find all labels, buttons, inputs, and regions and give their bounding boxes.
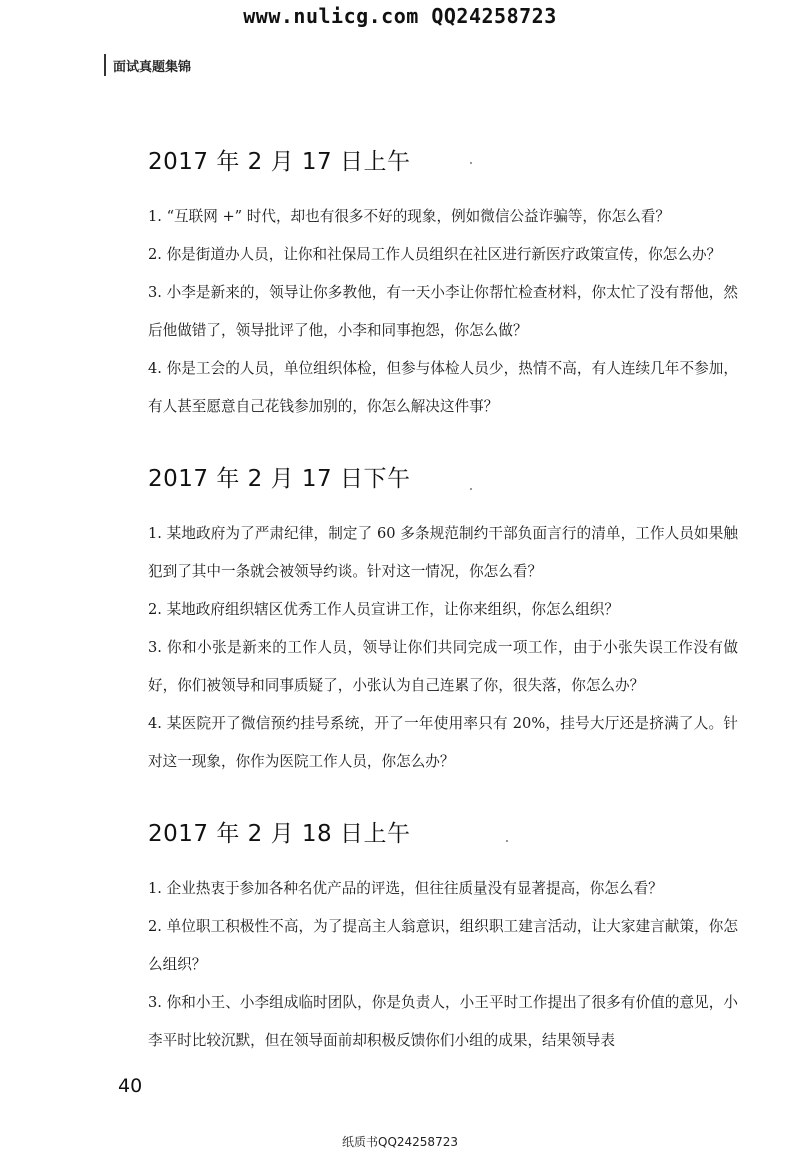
question-item: 2. 你是街道办人员，让你和社保局工作人员组织在社区进行新医疗政策宣传，你怎么办？ — [148, 246, 722, 263]
question-item: 3. 小李是新来的，领导让你多教他，有一天小李让你帮忙检查材料，你太忙了没有帮他，然后他做错了，领导批评了他，小李和同事抱怨，你怎么做？ — [148, 284, 738, 339]
site-header[interactable]: www.nulicg.com QQ24258723 — [243, 4, 557, 28]
section-title: 2017 年 2 月 17 日下午 — [148, 466, 411, 492]
running-head-text: 面试真题集锦 — [113, 59, 192, 75]
question-item: 1. “互联网 +” 时代，却也有很多不好的现象，例如微信公益诈骗等，你怎么看？ — [148, 208, 670, 225]
page-number: 40 — [118, 1075, 143, 1097]
scan-speck — [506, 840, 508, 842]
question-item: 4. 你是工会的人员，单位组织体检，但参与体检人员少，热情不高，有人连续几年不参加，有人甚至愿意自己花钱参加别的，你怎么解决这件事？ — [148, 360, 738, 415]
question-item: 4. 某医院开了微信预约挂号系统，开了一年使用率只有 20%，挂号大厅还是挤满了人。针对这一现象，你作为医院工作人员，你怎么办？ — [148, 715, 738, 770]
section-2017-02-18-am — [148, 815, 738, 1060]
question-item: 3. 你和小张是新来的工作人员，领导让你们共同完成一项工作，由于小张失误工作没有做好，你们被领导和同事质疑了，小张认为自己连累了你，很失落，你怎么办？ — [148, 639, 738, 694]
running-head — [104, 54, 191, 76]
question-item: 1. 某地政府为了严肃纪律，制定了 60 多条规范制约干部负面言行的清单，工作人员如果触犯到了其中一条就会被领导约谈。针对这一情况，你怎么看？ — [148, 525, 738, 580]
footer-text: 纸质书QQ24258723 — [342, 1135, 458, 1149]
scan-speck — [470, 162, 472, 164]
question-item: 2. 单位职工积极性不高，为了提高主人翁意识，组织职工建言活动，让大家建言献策，你怎么组织？ — [148, 918, 738, 973]
question-item: 1. 企业热衷于参加各种名优产品的评选，但往往质量没有显著提高，你怎么看？ — [148, 880, 663, 897]
scan-speck — [470, 488, 472, 490]
section-title: 2017 年 2 月 18 日上午 — [148, 821, 411, 847]
question-item: 3. 你和小王、小李组成临时团队，你是负责人，小王平时工作提出了很多有价值的意见，小李平时比较沉默，但在领导面前却积极反馈你们小组的成果，结果领导表 — [148, 994, 738, 1049]
question-item: 2. 某地政府组织辖区优秀工作人员宣讲工作，让你来组织，你怎么组织？ — [148, 601, 619, 618]
section-2017-02-17-pm — [148, 460, 738, 781]
section-title: 2017 年 2 月 17 日上午 — [148, 149, 411, 175]
section-2017-02-17-am — [148, 143, 738, 426]
running-head-bar — [104, 54, 106, 76]
